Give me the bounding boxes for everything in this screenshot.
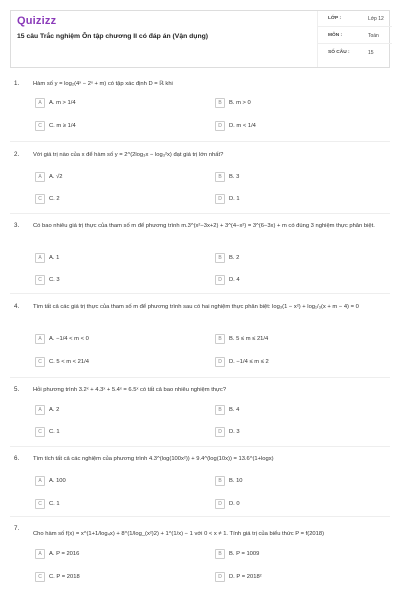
option-text: C. 1 xyxy=(49,500,60,507)
option-text: A. 2 xyxy=(49,406,60,413)
divider xyxy=(10,516,390,517)
option-letter: A xyxy=(35,334,45,344)
meta-key: MÔN : xyxy=(328,33,343,38)
divider xyxy=(10,293,390,294)
option-text: C. 1 xyxy=(49,428,60,435)
divider xyxy=(10,377,390,378)
option-letter: C xyxy=(35,572,45,582)
option-letter: C xyxy=(35,121,45,131)
option-text: D. 3 xyxy=(229,428,240,435)
option-text: C. 5 < m < 21/4 xyxy=(49,358,89,365)
option-text: B. 2 xyxy=(229,254,240,261)
option-c[interactable] xyxy=(35,121,185,132)
document-header xyxy=(10,10,390,68)
option-letter: D xyxy=(215,357,225,367)
option-letter: A xyxy=(35,253,45,263)
option-text: D. m < 1/4 xyxy=(229,122,256,129)
option-c[interactable] xyxy=(35,275,185,286)
option-text: D. P = 2018² xyxy=(229,573,262,580)
meta-key: SỐ CÂU : xyxy=(328,50,350,55)
option-d[interactable] xyxy=(215,499,365,510)
option-c[interactable] xyxy=(35,357,185,368)
question-text: Với giá trị nào của x để hàm số y = 2^(2log₃x − log₃²x) đạt giá trị lớn nhất? xyxy=(33,152,224,158)
option-letter: B xyxy=(215,253,225,263)
question-number: 6. xyxy=(14,455,20,462)
option-letter: A xyxy=(35,172,45,182)
option-b[interactable] xyxy=(215,98,365,109)
quizizz-logo: Quizizz xyxy=(17,15,57,27)
option-letter: C xyxy=(35,275,45,285)
question-number: 5. xyxy=(14,386,20,393)
option-text: A. 1 xyxy=(49,254,60,261)
option-letter: B xyxy=(215,98,225,108)
question-text: Hỏi phương trình 3.2ˣ + 4.3ˣ + 5.4ˣ = 6.5ˣ có tất cả bao nhiêu nghiệm thực? xyxy=(33,387,227,393)
meta-row-subject xyxy=(318,28,392,44)
option-text: B. 10 xyxy=(229,477,243,484)
option-letter: B xyxy=(215,334,225,344)
option-b[interactable] xyxy=(215,334,365,345)
option-letter: C xyxy=(35,357,45,367)
option-b[interactable] xyxy=(215,476,365,487)
option-letter: C xyxy=(35,427,45,437)
option-d[interactable] xyxy=(215,427,365,438)
divider xyxy=(10,446,390,447)
option-text: C. 3 xyxy=(49,276,60,283)
option-letter: D xyxy=(215,275,225,285)
question-text: Hàm số y = log₂(4ˣ − 2ˣ + m) có tập xác định D = ℝ khi xyxy=(33,81,173,87)
meta-key: LỚP : xyxy=(328,16,342,21)
question-number: 7. xyxy=(14,525,20,532)
option-b[interactable] xyxy=(215,549,365,560)
option-text: C. P = 2018 xyxy=(49,573,80,580)
option-text: B. m > 0 xyxy=(229,99,251,106)
option-text: D. 4 xyxy=(229,276,240,283)
option-letter: B xyxy=(215,476,225,486)
option-text: B. 4 xyxy=(229,406,240,413)
question-number: 2. xyxy=(14,151,20,158)
question-number: 4. xyxy=(14,303,20,310)
option-a[interactable] xyxy=(35,172,185,183)
option-d[interactable] xyxy=(215,357,365,368)
question-text: Tìm tất cả các giá trị thực của tham số m để phương trình sau có hai nghiệm thực phân biệt: log₃(1 − x²) + log₁/₃(x + m − 4) = 0 xyxy=(33,304,359,310)
option-text: A. 100 xyxy=(49,477,66,484)
divider xyxy=(10,141,390,142)
option-letter: A xyxy=(35,476,45,486)
question-number: 3. xyxy=(14,222,20,229)
option-letter: C xyxy=(35,194,45,204)
question-text: Tìm tích tất cả các nghiệm của phương trình 4.3^(log(100x²)) + 9.4^(log(10x)) = 13.6^(1+logx) xyxy=(33,456,274,462)
option-text: D. 1 xyxy=(229,195,240,202)
option-a[interactable] xyxy=(35,405,185,416)
option-a[interactable] xyxy=(35,98,185,109)
option-d[interactable] xyxy=(215,121,365,132)
page-title: 15 câu Trắc nghiệm Ôn tập chương II có đáp án (Vận dụng) xyxy=(17,33,209,40)
option-a[interactable] xyxy=(35,334,185,345)
meta-value: Toán xyxy=(368,33,379,39)
option-letter: C xyxy=(35,499,45,509)
option-letter: B xyxy=(215,405,225,415)
option-text: C. m ≥ 1/4 xyxy=(49,122,76,129)
option-d[interactable] xyxy=(215,572,365,583)
meta-value: 15 xyxy=(368,50,374,56)
option-letter: D xyxy=(215,499,225,509)
option-c[interactable] xyxy=(35,427,185,438)
option-text: A. −1/4 < m < 0 xyxy=(49,335,89,342)
option-a[interactable] xyxy=(35,549,185,560)
meta-value: Lớp 12 xyxy=(368,16,384,22)
option-text: A. P = 2016 xyxy=(49,550,80,557)
option-text: A. m > 1/4 xyxy=(49,99,76,106)
question-text: Có bao nhiêu giá trị thực của tham số m để phương trình m.3^(x²−3x+2) + 3^(4−x²) = 3^(6−3x) + m có đúng 3 nghiệm thực phân biệt. xyxy=(33,223,375,229)
option-c[interactable] xyxy=(35,499,185,510)
option-a[interactable] xyxy=(35,253,185,264)
option-letter: A xyxy=(35,405,45,415)
option-c[interactable] xyxy=(35,194,185,205)
option-letter: B xyxy=(215,172,225,182)
meta-row-class xyxy=(318,11,392,27)
meta-table xyxy=(317,11,391,67)
meta-row-count xyxy=(318,45,392,67)
option-letter: A xyxy=(35,549,45,559)
option-letter: B xyxy=(215,549,225,559)
option-letter: D xyxy=(215,194,225,204)
option-text: B. P = 1009 xyxy=(229,550,260,557)
divider xyxy=(10,213,390,214)
option-b[interactable] xyxy=(215,405,365,416)
option-text: D. −1/4 ≤ m ≤ 2 xyxy=(229,358,269,365)
option-c[interactable] xyxy=(35,572,185,583)
option-b[interactable] xyxy=(215,172,365,183)
option-letter: D xyxy=(215,121,225,131)
option-letter: D xyxy=(215,427,225,437)
option-d[interactable] xyxy=(215,194,365,205)
option-a[interactable] xyxy=(35,476,185,487)
option-text: B. 5 ≤ m ≤ 21/4 xyxy=(229,335,269,342)
option-text: A. √2 xyxy=(49,173,63,180)
option-b[interactable] xyxy=(215,253,365,264)
option-letter: D xyxy=(215,572,225,582)
option-d[interactable] xyxy=(215,275,365,286)
option-text: B. 3 xyxy=(229,173,240,180)
option-text: D. 0 xyxy=(229,500,240,507)
question-number: 1. xyxy=(14,80,20,87)
option-letter: A xyxy=(35,98,45,108)
option-text: C. 2 xyxy=(49,195,60,202)
question-text: Cho hàm số f(x) = x^(1+1/log₄x) + 8^(1/log_(x²)2) + 1^(1/x) − 1 với 0 < x ≠ 1. Tính giá trị của biểu thức P = f(2018) xyxy=(33,531,325,537)
